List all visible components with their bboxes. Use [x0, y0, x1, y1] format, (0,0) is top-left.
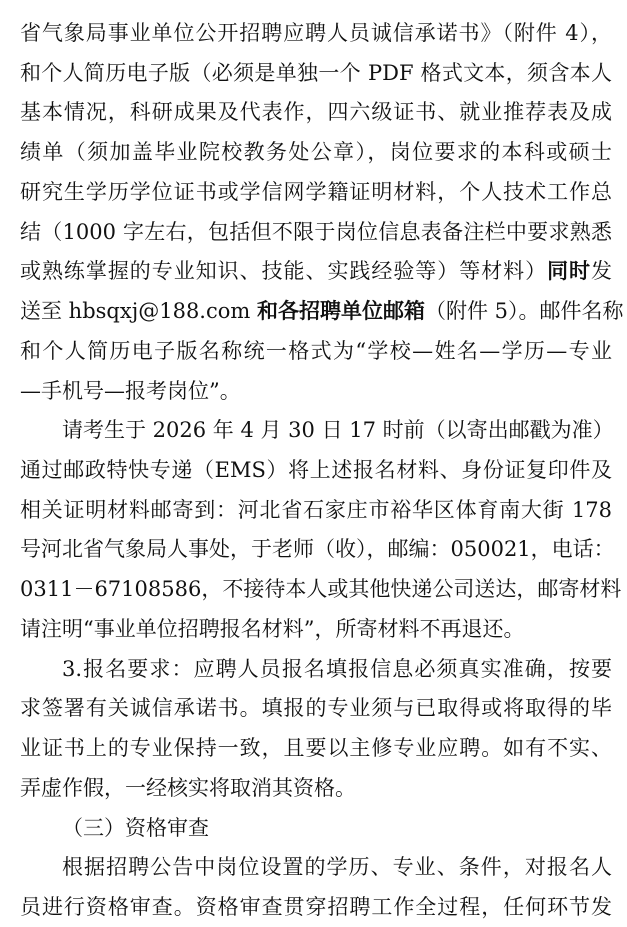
p3-line-1: 3.报名要求：应聘人员报名填报信息必须真实准确，按要 [62, 657, 612, 681]
p1-line-1: 省气象局事业单位公开招聘应聘人员诚信承诺书》（附件 4）， [20, 21, 612, 45]
p2-line-4: 号河北省气象局人事处，于老师（收），邮编：050021，电话： [20, 537, 615, 561]
p3-line-4: 弄虚作假，一经核实将取消其资格。 [20, 776, 356, 800]
p1-line-9: 和个人简历电子版名称统一格式为“学校—姓名—学历—专业 [20, 339, 612, 363]
p4-line-2: 员进行资格审查。资格审查贯穿招聘工作全过程，任何环节发 [20, 895, 612, 919]
p1-line-8 [20, 291, 624, 331]
email-address-text: 送至 hbsqxj@188.com [20, 299, 257, 323]
p1-line-2: 和个人简历电子版（必须是单独一个 PDF 格式文本，须含本人 [20, 61, 612, 85]
p1-line-7-text: 或熟练掌握的专业知识、技能、实践经验等）等材料） [20, 259, 548, 283]
p2-line-2: 通过邮政特快专递（EMS）将上述报名材料、身份证复印件及 [20, 458, 612, 482]
p1-line-10: —手机号—报考岗位”。 [20, 379, 241, 403]
p1-line-7 [20, 251, 612, 291]
p1-line-4: 绩单（须加盖毕业院校教务处公章），岗位要求的本科或硕士 [20, 140, 612, 164]
section-heading: （三）资格审查 [62, 816, 209, 840]
p2-line-6: 请注明“事业单位招聘报名材料”，所寄材料不再退还。 [20, 617, 525, 641]
p4-line-1: 根据招聘公告中岗位设置的学历、专业、条件，对报名人 [62, 855, 612, 879]
bold-unit-mailbox: 和各招聘单位邮箱 [256, 299, 425, 323]
p2-line-5: 0311－67108586，不接待本人或其他快递公司送达，邮寄材料 [20, 577, 622, 601]
p1-line-3: 基本情况，科研成果及代表作，四六级证书、就业推荐表及成 [20, 100, 612, 124]
p1-line-7-end: 发 [591, 259, 613, 283]
p1-line-5: 研究生学历学位证书或学信网学籍证明材料，个人技术工作总 [20, 180, 612, 204]
p3-line-3: 业证书上的专业保持一致，且要以主修专业应聘。如有不实、 [20, 736, 612, 760]
p1-line-6: 结（1000 字左右，包括但不限于岗位信息表备注栏中要求熟悉 [20, 220, 612, 244]
p2-line-3: 相关证明材料邮寄到：河北省石家庄市裕华区体育南大街 178 [20, 498, 612, 522]
bold-simultaneously: 同时 [547, 259, 592, 283]
p2-line-1: 请考生于 2026 年 4 月 30 日 17 时前（以寄出邮戳为准） [62, 418, 614, 442]
p3-line-2: 求签署有关诚信承诺书。填报的专业须与已取得或将取得的毕 [20, 696, 612, 720]
p1-line-8-end: （附件 5）。邮件名称 [424, 299, 624, 323]
